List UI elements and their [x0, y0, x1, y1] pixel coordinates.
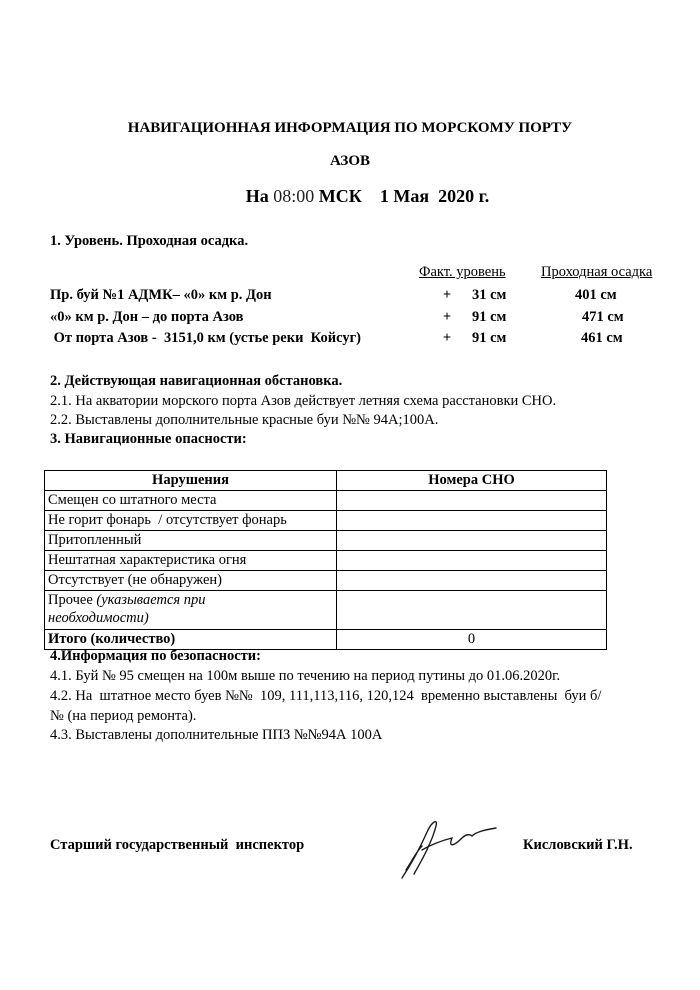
timezone: МСК [318, 186, 362, 206]
section-1-heading: 1. Уровень. Проходная осадка. [50, 233, 249, 249]
total-value: 0 [337, 630, 607, 650]
safety-info-line: № (на период ремонта). [50, 708, 197, 724]
level-row-fact: 31 см [472, 287, 507, 303]
document-title: НАВИГАЦИОННАЯ ИНФОРМАЦИЯ ПО МОРСКОМУ ПОРТУ [127, 120, 573, 136]
level-row-name: «0» км р. Дон – до порта Азов [50, 309, 244, 325]
signature-icon [392, 808, 502, 888]
level-row-draft: 461 см [581, 330, 623, 346]
hazards-table [44, 470, 607, 650]
safety-info-line: 4.1. Буй № 95 смещен на 100м выше по течению на период путины до 01.06.2020г. [50, 668, 561, 684]
safety-info-line: 4.2. На штатное место буев №№ 109, 111,113,116, 120,124 временно выставлены буи б/ [50, 688, 602, 704]
table-cell-label: Смещен со штатного места [45, 491, 337, 511]
section-2-heading: 2. Действующая навигационная обстановка. [50, 373, 343, 389]
report-time: 08:00 [273, 186, 315, 206]
table-cell-label: Притопленный [45, 531, 337, 551]
level-row-name: От порта Азов - 3151,0 км (устье реки Койсуг) [50, 330, 361, 346]
table-cell-value [337, 571, 607, 591]
table-header-violations: Нарушения [45, 471, 337, 491]
table-cell-value [337, 491, 607, 511]
report-datetime [0, 186, 700, 207]
table-cell-value [337, 511, 607, 531]
level-row-draft: 401 см [575, 287, 617, 303]
section-3-heading: 3. Навигационные опасности: [50, 431, 247, 447]
inspector-title: Старший государственный инспектор [50, 837, 305, 853]
table-cell-label: Нештатная характеристика огня [45, 551, 337, 571]
level-row-fact: 91 см [472, 330, 507, 346]
total-label: Итого (количество) [45, 630, 337, 650]
port-name: АЗОВ [329, 153, 371, 169]
column-header-draft: Проходная осадка [541, 264, 653, 280]
other-label: Прочее [48, 592, 93, 608]
report-date: 1 Мая 2020 г. [379, 186, 490, 206]
table-cell-value [337, 531, 607, 551]
table-row-other [45, 591, 607, 630]
level-row-draft: 471 см [582, 309, 624, 325]
table-cell-label: Отсутствует (не обнаружен) [45, 571, 337, 591]
nav-situation-line: 2.1. На акватории морского порта Азов действует летняя схема расстановки СНО. [50, 393, 557, 409]
table-row [45, 571, 607, 591]
table-row [45, 531, 607, 551]
column-header-fact-level: Факт. уровень [419, 264, 506, 280]
date-prefix: На [245, 186, 269, 206]
table-total-row [45, 630, 607, 650]
table-cell-label: Не горит фонарь / отсутствует фонарь [45, 511, 337, 531]
level-row-sign: + [442, 287, 452, 303]
table-row [45, 551, 607, 571]
nav-situation-line: 2.2. Выставлены дополнительные красные буи №№ 94А;100А. [50, 412, 439, 428]
table-header-sno-numbers: Номера СНО [337, 471, 607, 491]
section-4-heading: 4.Информация по безопасности: [50, 648, 261, 664]
table-row [45, 511, 607, 531]
other-note-cont: необходимости) [48, 610, 149, 626]
table-cell-value [337, 551, 607, 571]
table-header-row [45, 471, 607, 491]
level-row-sign: + [442, 309, 452, 325]
inspector-name: Кисловский Г.Н. [523, 837, 633, 853]
table-row [45, 491, 607, 511]
level-row-sign: + [442, 330, 452, 346]
safety-info-line: 4.3. Выставлены дополнительные ППЗ №№94А 100А [50, 727, 383, 743]
table-cell-label [45, 591, 337, 630]
table-cell-value [337, 591, 607, 630]
level-row-name: Пр. буй №1 АДМК– «0» км р. Дон [50, 287, 272, 303]
other-note: (указывается при [96, 592, 206, 608]
level-row-fact: 91 см [472, 309, 507, 325]
